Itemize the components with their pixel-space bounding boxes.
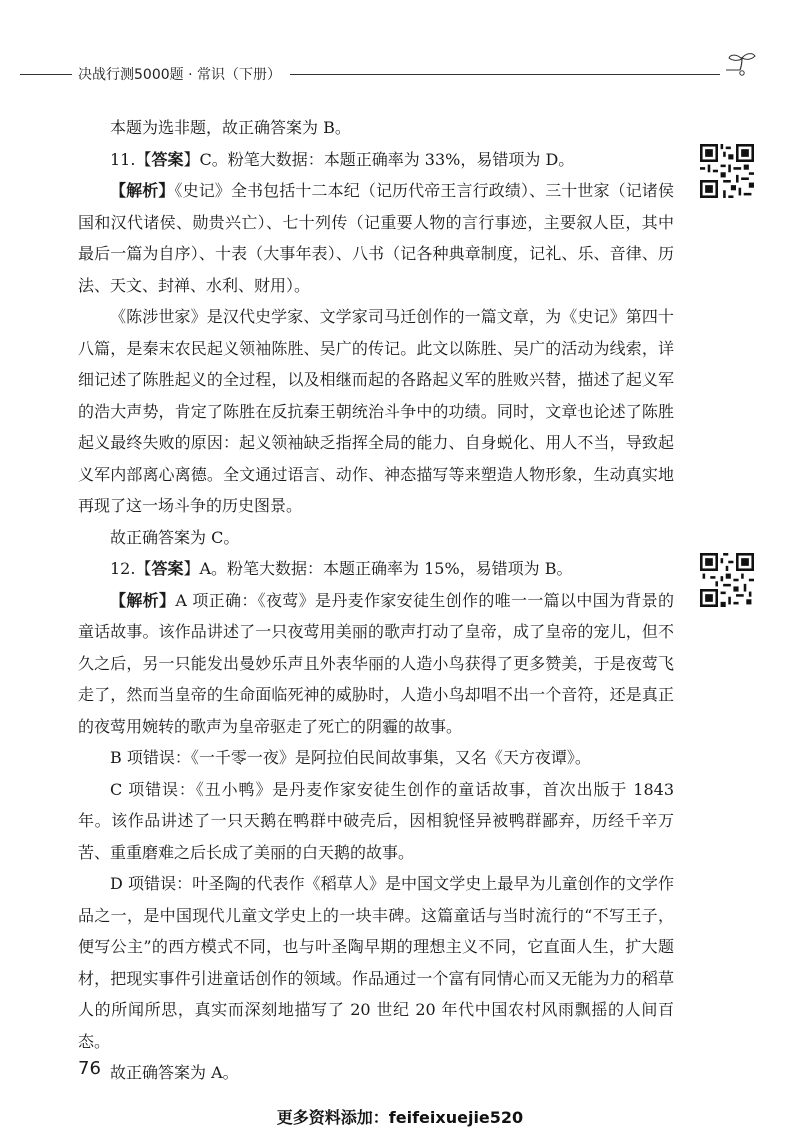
content-block-1 [78, 112, 674, 553]
content-block-2 [78, 553, 674, 1089]
q12-option-c: C 项错误：《丑小鸭》是丹麦作家安徒生创作的童话故事，首次出版于 1843 年。该作品讲述了一只天鹅在鸭群中破壳后，因相貌怪异被鸭群鄙弃，历经千辛万苦、重重磨难之后长成了美丽的白天鹅的故事。 [78, 779, 674, 862]
q12-answer-tag: 答案 [151, 559, 184, 578]
q12-option-b: B 项错误：《一千零一夜》是阿拉伯民间故事集，又名《天方夜谭》。 [110, 748, 591, 767]
q12-answer-text: 】A。粉笔大数据：本题正确率为 15%，易错项为 B。 [183, 559, 573, 578]
q11-answer-tag: 答案 [151, 149, 184, 169]
q12-analysis [78, 585, 674, 743]
qr-code-icon[interactable] [700, 553, 754, 607]
q11-answer-text: 】C。粉笔大数据：本题正确率为 33%，易错项为 D。 [183, 149, 575, 169]
q12-number: 12.【 [110, 559, 152, 578]
q11-analysis [78, 175, 674, 301]
q11-analysis-text: 《史记》全书包括十二本纪（记历代帝王言行政绩）、三十世家（记诸侯国和汉代诸侯、勋贵兴亡）、七十列传（记重要人物的言行事迹，主要叙人臣，其中最后一篇为自序）、十表（大事年表）、八书（记各种典章制度，记礼、乐、音律、历法、天文、封禅、水利、财用）。 [78, 181, 674, 295]
q11-analysis-tag: 【解析】 [110, 181, 175, 200]
header-title: 决战行测5000题 · 常识（下册） [78, 67, 281, 83]
q11-conclusion: 故正确答案为 C。 [110, 527, 240, 547]
q11-answer-line [78, 144, 674, 176]
q12-answer-line [78, 553, 674, 585]
page-number: 76 [78, 1058, 101, 1079]
footer-note: 更多资料添加：feifeixuejie520 [276, 1108, 524, 1127]
paragraph-intro: 本题为选非题，故正确答案为 B。 [110, 118, 351, 137]
q12-analysis-text: A 项正确：《夜莺》是丹麦作家安徒生创作的唯一一篇以中国为背景的童话故事。该作品讲述了一只夜莺用美丽的歌声打动了皇帝，成了皇帝的宠儿，但不久之后，另一只能发出曼妙乐声且外表华丽的人造小鸟获得了更多赞美，于是夜莺飞走了，然而当皇帝的生命面临死神的威胁时，人造小鸟却唱不出一个音符，还是真正的夜莺用婉转的歌声为皇帝驱走了死亡的阴霾的故事。 [78, 590, 674, 736]
page-header [0, 58, 800, 88]
q11-paragraph-2: 《陈涉世家》是汉代史学家、文学家司马迁创作的一篇文章，为《史记》第四十八篇，是秦末农民起义领袖陈胜、吴广的传记。此文以陈胜、吴广的活动为线索，详细记述了陈胜起义的全过程，以及相继而起的各路起义军的胜败兴替，描述了起义军的浩大声势，肯定了陈胜在反抗秦王朝统治斗争中的功绩。同时，文章也论述了陈胜起义最终失败的原因：起义领袖缺乏指挥全局的能力、自身蜕化、用人不当，导致起义军内部离心离德。全文通过语言、动作、神态描写等来塑造人物形象，生动真实地再现了这一场斗争的历史图景。 [78, 307, 674, 515]
q12-option-d: D 项错误：叶圣陶的代表作《稻草人》是中国文学史上最早为儿童创作的文学作品之一，是中国现代儿童文学史上的一块丰碑。这篇童话与当时流行的“不写王子，便写公主”的西方模式不同，也与叶圣陶早期的理想主义不同，它直面人生，扩大题材，把现实事件引进童话创作的领域。作品通过一个富有同情心而又无能为力的稻草人的所闻所思，真实而深刻地描写了 20 世纪 20 年代中国农村风雨飘摇的人间百态。 [78, 874, 674, 1051]
header-rule-left [20, 74, 72, 75]
q12-analysis-tag: 【解析】 [110, 590, 176, 610]
q12-conclusion: 故正确答案为 A。 [110, 1063, 239, 1082]
q11-number: 11.【 [110, 149, 152, 169]
sprout-icon [722, 50, 762, 84]
header-rule-right [290, 74, 720, 75]
qr-code-icon[interactable] [700, 144, 754, 198]
